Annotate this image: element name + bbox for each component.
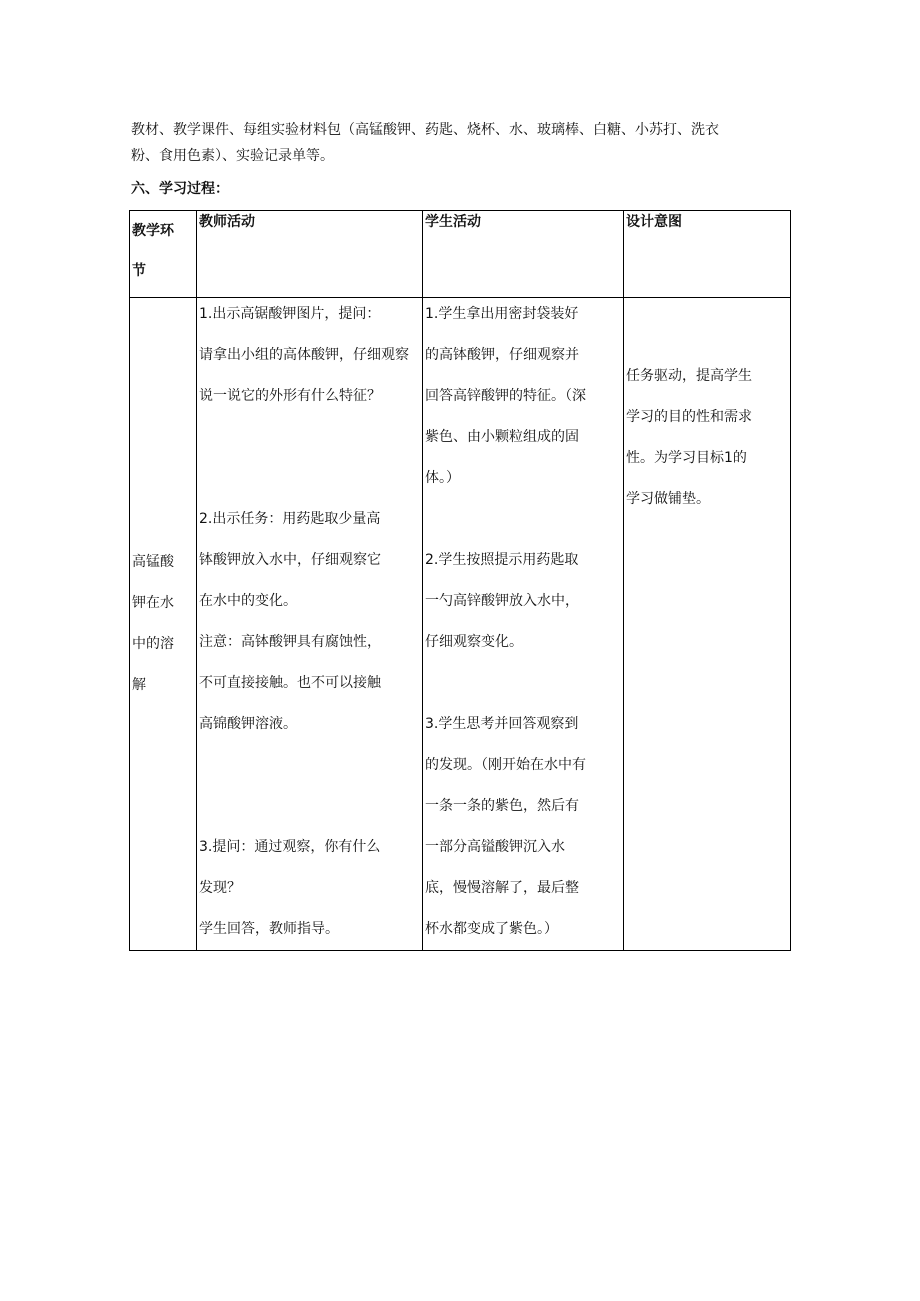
header-design xyxy=(624,211,791,298)
teacher-line: 学生回答，教师指导。 xyxy=(199,921,339,937)
student-line: 紫色、由小颗粒组成的固 xyxy=(425,429,579,445)
table-header-row xyxy=(130,211,791,298)
design-line: 任务驱动，提高学生 xyxy=(626,368,752,384)
student-line: 1.学生拿出用密封袋装好 xyxy=(425,306,579,322)
header-design-label: 设计意图 xyxy=(626,214,682,230)
student-line: 一部分高镒酸钾沉入水 xyxy=(425,839,565,855)
header-stage xyxy=(130,211,197,298)
teacher-line: 说一说它的外形有什么特征？ xyxy=(199,388,381,404)
student-line: 杯水都变成了紫色。） xyxy=(425,921,558,937)
design-intent-cell xyxy=(624,298,791,951)
header-stage-line-1: 教学环 xyxy=(132,223,174,239)
student-line: 体。） xyxy=(425,470,460,486)
teacher-line: 2.出示任务：用药匙取少量高 xyxy=(199,511,381,527)
teacher-line: 注意：高钵酸钾具有腐蚀性， xyxy=(199,634,381,650)
teacher-line: 高锦酸钾溶液。 xyxy=(199,716,297,732)
learning-process-table xyxy=(129,210,791,951)
teacher-activity-cell xyxy=(197,298,423,951)
teacher-line: 钵酸钾放入水中，仔细观察它 xyxy=(199,552,381,568)
student-line: 底，慢慢溶解了，最后整 xyxy=(425,880,579,896)
materials-paragraph xyxy=(131,117,791,169)
teacher-line: 在水中的变化。 xyxy=(199,593,297,609)
stage-line: 中的溶 xyxy=(132,636,174,652)
design-line: 性。为学习目标1的 xyxy=(626,450,747,466)
section-title: 六、学习过程： xyxy=(131,181,229,197)
table-row xyxy=(130,298,791,951)
stage-line: 高锰酸 xyxy=(132,554,174,570)
student-line: 的高钵酸钾，仔细观察并 xyxy=(425,347,579,363)
stage-cell xyxy=(130,298,197,951)
stage-line: 钾在水 xyxy=(132,595,174,611)
header-stage-line-2: 节 xyxy=(132,263,146,279)
design-line: 学习做铺垫。 xyxy=(626,491,710,507)
materials-line-1: 教材、教学课件、每组实验材料包（高锰酸钾、药匙、烧杯、水、玻璃棒、白糖、小苏打、洗衣 xyxy=(131,122,719,138)
student-line: 3.学生思考并回答观察到 xyxy=(425,716,579,732)
student-line: 一勺高锌酸钾放入水中， xyxy=(425,593,579,609)
student-line: 仔细观察变化。 xyxy=(425,634,523,650)
materials-line-2: 粉、食用色素）、实验记录单等。 xyxy=(131,148,334,164)
design-line: 学习的目的性和需求 xyxy=(626,409,752,425)
teacher-line: 发现？ xyxy=(199,880,241,896)
student-line: 的发现。（刚开始在水中有 xyxy=(425,757,586,773)
student-line: 回答高锌酸钾的特征。（深 xyxy=(425,388,586,404)
student-line: 一条一条的紫色，然后有 xyxy=(425,798,579,814)
teacher-line: 不可直接接触。也不可以接触 xyxy=(199,675,381,691)
student-activity-cell xyxy=(423,298,624,951)
header-teacher-label: 教师活动 xyxy=(199,214,255,230)
student-line: 2.学生按照提示用药匙取 xyxy=(425,552,579,568)
header-student-label: 学生活动 xyxy=(425,214,481,230)
teacher-line: 3.提问：通过观察，你有什么 xyxy=(199,839,381,855)
teacher-line: 请拿出小组的高体酸钾，仔细观察 xyxy=(199,347,409,363)
header-teacher xyxy=(197,211,423,298)
stage-line: 解 xyxy=(132,677,146,693)
header-student xyxy=(423,211,624,298)
teacher-line: 1.出示高锯酸钾图片，提问： xyxy=(199,306,381,322)
